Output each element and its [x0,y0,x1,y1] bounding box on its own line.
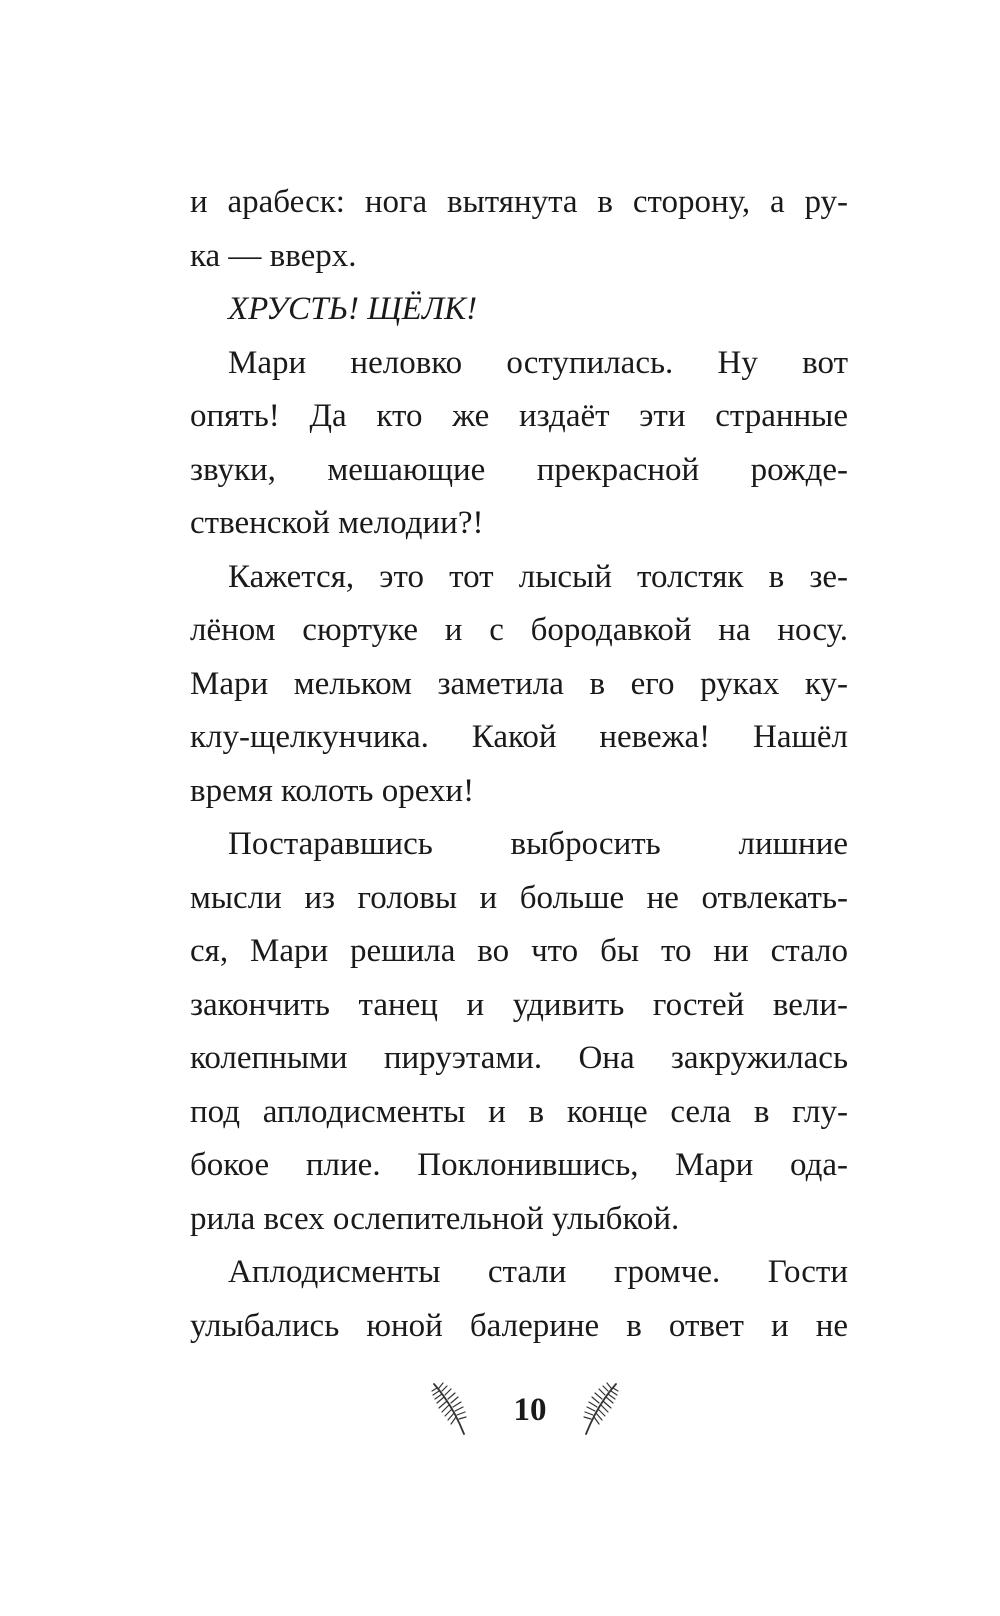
text-line: ственской мелодии?! [190,505,484,541]
pine-sprig-icon [580,1378,620,1438]
text-line: бокое плие. Поклонившись, Мари ода- [190,1147,848,1183]
page-number: 10 [513,1392,547,1428]
text-line: лёном сюртуке и с бородавкой на носу. [190,612,848,648]
text-line: улыбались юной балерине в ответ и не [190,1307,848,1344]
text-line: мысли из головы и больше не отвлекать- [190,879,848,916]
text-line: рила всех ослепительной улыбкой. [190,1200,680,1237]
text-line: закончить танец и удивить гостей вели- [190,986,848,1023]
text-line: ка — вверх. [190,237,357,274]
body-text [190,176,848,1353]
text-line: Аплодисменты стали громче. Гости [228,1254,848,1290]
text-line: Кажется, это тот лысый толстяк в зе- [228,558,848,595]
text-line: под аплодисменты и в конце села в глу- [190,1093,848,1130]
text-line: время колоть орехи! [190,772,475,809]
text-line: Постаравшись выбросить лишние [228,826,848,862]
text-line: опять! Да кто же издаёт эти странные [190,398,848,434]
pine-sprig-icon [430,1378,470,1438]
text-line-italic: ХРУСТЬ! ЩЁЛК! [228,291,478,327]
text-line: клу-щелкунчика. Какой невежа! Нашёл [190,719,848,755]
text-line: Мари неловко оступилась. Ну вот [228,344,848,381]
text-line: и арабеск: нога вытянута в сторону, а ру- [190,184,848,220]
text-line: Мари мельком заметила в его руках ку- [190,665,848,702]
page-footer [0,1378,1000,1448]
text-line: звуки, мешающие прекрасной рожде- [190,451,848,488]
text-line: колепными пируэтами. Она закружилась [190,1040,848,1076]
text-line: ся, Мари решила во что бы то ни стало [190,933,848,969]
